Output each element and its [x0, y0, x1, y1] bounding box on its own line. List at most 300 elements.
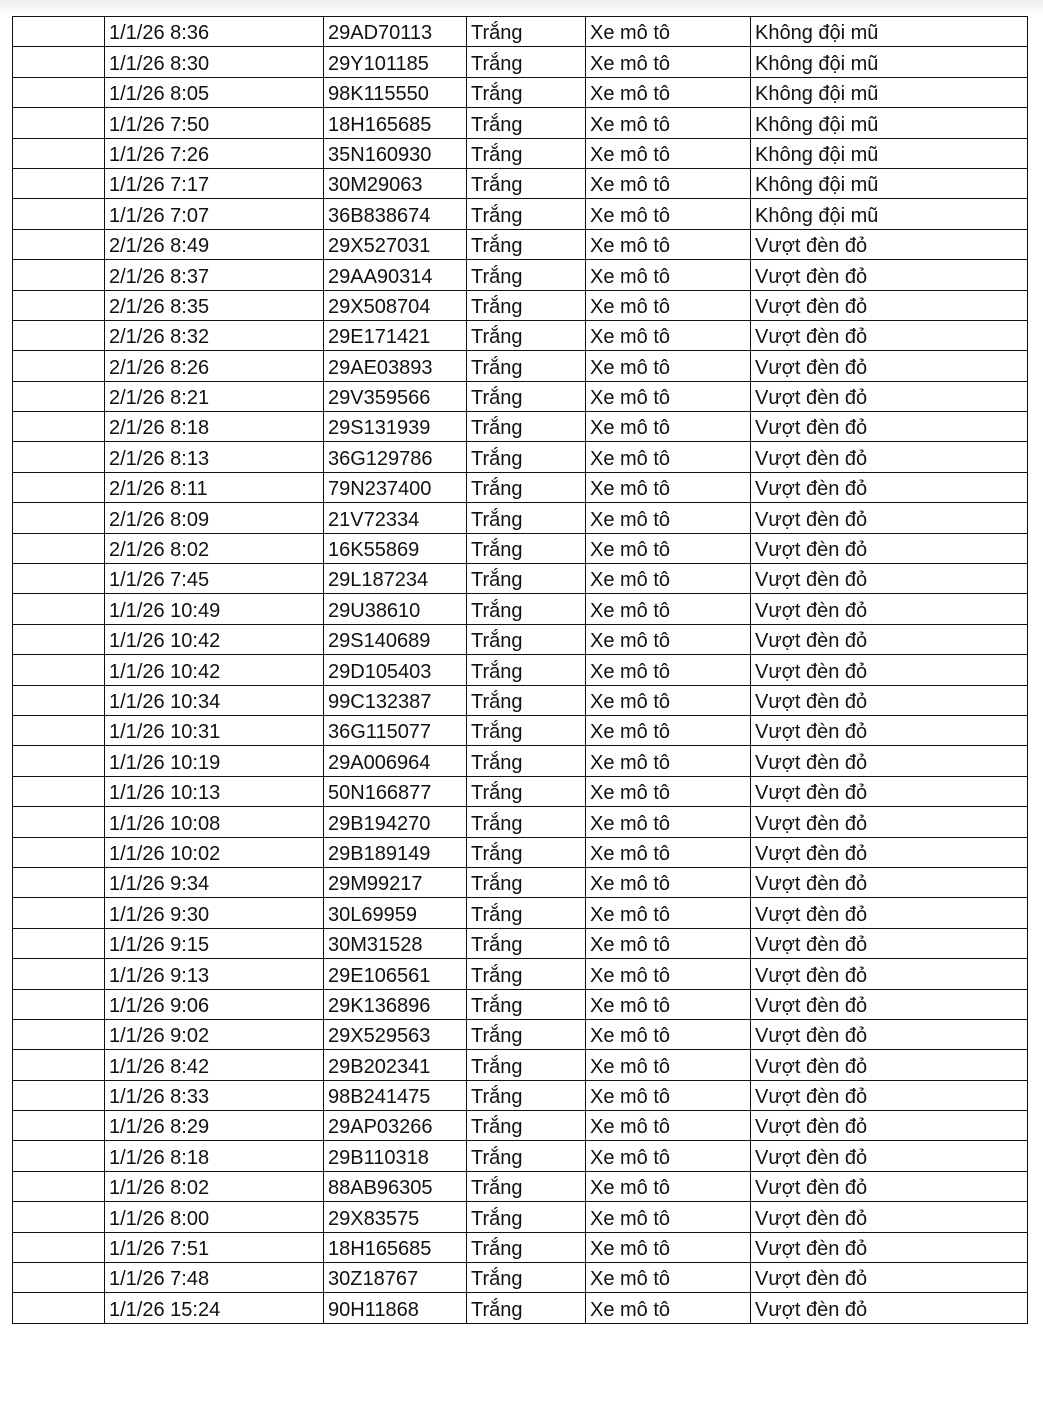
cell-no [13, 503, 105, 533]
cell-plate: 29M99217 [324, 867, 467, 897]
cell-vehicle: Xe mô tô [586, 867, 751, 897]
cell-vehicle: Xe mô tô [586, 442, 751, 472]
cell-color: Trắng [467, 17, 586, 47]
cell-plate: 90H11868 [324, 1293, 467, 1323]
cell-vehicle: Xe mô tô [586, 837, 751, 867]
cell-vehicle: Xe mô tô [586, 47, 751, 77]
cell-plate: 29B194270 [324, 807, 467, 837]
violations-table-body [13, 17, 1028, 1324]
cell-violation: Vượt đèn đỏ [751, 1141, 1028, 1171]
cell-vehicle: Xe mô tô [586, 351, 751, 381]
cell-plate: 30L69959 [324, 898, 467, 928]
cell-color: Trắng [467, 1171, 586, 1201]
table-row [13, 260, 1028, 290]
cell-violation: Vượt đèn đỏ [751, 837, 1028, 867]
cell-no [13, 168, 105, 198]
cell-time: 1/1/26 10:42 [105, 655, 324, 685]
cell-vehicle: Xe mô tô [586, 503, 751, 533]
cell-no [13, 108, 105, 138]
cell-no [13, 564, 105, 594]
cell-time: 1/1/26 7:48 [105, 1263, 324, 1293]
cell-vehicle: Xe mô tô [586, 746, 751, 776]
table-row [13, 746, 1028, 776]
table-row [13, 715, 1028, 745]
table-row [13, 138, 1028, 168]
cell-color: Trắng [467, 898, 586, 928]
table-row [13, 472, 1028, 502]
cell-plate: 36B838674 [324, 199, 467, 229]
cell-plate: 29Y101185 [324, 47, 467, 77]
cell-violation: Không đội mũ [751, 77, 1028, 107]
cell-time: 1/1/26 10:13 [105, 776, 324, 806]
cell-color: Trắng [467, 837, 586, 867]
table-row [13, 898, 1028, 928]
table-row [13, 1019, 1028, 1049]
cell-no [13, 1202, 105, 1232]
cell-no [13, 776, 105, 806]
cell-color: Trắng [467, 1232, 586, 1262]
cell-no [13, 320, 105, 350]
table-row [13, 1293, 1028, 1323]
cell-time: 1/1/26 8:05 [105, 77, 324, 107]
cell-plate: 29V359566 [324, 381, 467, 411]
cell-plate: 29X508704 [324, 290, 467, 320]
table-row [13, 837, 1028, 867]
table-row [13, 1202, 1028, 1232]
cell-no [13, 290, 105, 320]
cell-violation: Vượt đèn đỏ [751, 1080, 1028, 1110]
cell-violation: Vượt đèn đỏ [751, 1050, 1028, 1080]
cell-time: 1/1/26 9:15 [105, 928, 324, 958]
table-row [13, 412, 1028, 442]
cell-violation: Vượt đèn đỏ [751, 1263, 1028, 1293]
cell-color: Trắng [467, 959, 586, 989]
cell-time: 1/1/26 15:24 [105, 1293, 324, 1323]
cell-no [13, 898, 105, 928]
table-row [13, 1111, 1028, 1141]
cell-plate: 29L187234 [324, 564, 467, 594]
cell-violation: Vượt đèn đỏ [751, 715, 1028, 745]
cell-color: Trắng [467, 260, 586, 290]
cell-violation: Vượt đèn đỏ [751, 1293, 1028, 1323]
page-top-shadow [0, 0, 1043, 16]
cell-color: Trắng [467, 108, 586, 138]
cell-color: Trắng [467, 776, 586, 806]
cell-violation: Vượt đèn đỏ [751, 320, 1028, 350]
cell-vehicle: Xe mô tô [586, 381, 751, 411]
cell-time: 1/1/26 10:31 [105, 715, 324, 745]
cell-time: 2/1/26 8:02 [105, 533, 324, 563]
cell-no [13, 715, 105, 745]
cell-violation: Vượt đèn đỏ [751, 1232, 1028, 1262]
cell-color: Trắng [467, 533, 586, 563]
cell-color: Trắng [467, 1263, 586, 1293]
cell-time: 1/1/26 8:30 [105, 47, 324, 77]
cell-vehicle: Xe mô tô [586, 260, 751, 290]
table-row [13, 594, 1028, 624]
cell-no [13, 77, 105, 107]
cell-vehicle: Xe mô tô [586, 1141, 751, 1171]
cell-color: Trắng [467, 320, 586, 350]
cell-time: 1/1/26 9:02 [105, 1019, 324, 1049]
table-row [13, 168, 1028, 198]
cell-color: Trắng [467, 1080, 586, 1110]
cell-vehicle: Xe mô tô [586, 928, 751, 958]
cell-time: 1/1/26 8:02 [105, 1171, 324, 1201]
cell-time: 1/1/26 9:34 [105, 867, 324, 897]
cell-plate: 29B202341 [324, 1050, 467, 1080]
cell-color: Trắng [467, 381, 586, 411]
cell-color: Trắng [467, 1141, 586, 1171]
table-row [13, 928, 1028, 958]
cell-time: 2/1/26 8:13 [105, 442, 324, 472]
cell-violation: Không đội mũ [751, 17, 1028, 47]
cell-plate: 16K55869 [324, 533, 467, 563]
cell-color: Trắng [467, 351, 586, 381]
cell-time: 1/1/26 7:50 [105, 108, 324, 138]
cell-no [13, 351, 105, 381]
cell-color: Trắng [467, 1202, 586, 1232]
cell-vehicle: Xe mô tô [586, 1202, 751, 1232]
cell-violation: Không đội mũ [751, 199, 1028, 229]
cell-no [13, 837, 105, 867]
cell-plate: 30M29063 [324, 168, 467, 198]
cell-plate: 35N160930 [324, 138, 467, 168]
table-row [13, 199, 1028, 229]
cell-vehicle: Xe mô tô [586, 77, 751, 107]
cell-color: Trắng [467, 168, 586, 198]
cell-no [13, 381, 105, 411]
cell-plate: 29AE03893 [324, 351, 467, 381]
cell-color: Trắng [467, 928, 586, 958]
cell-time: 2/1/26 8:18 [105, 412, 324, 442]
cell-vehicle: Xe mô tô [586, 472, 751, 502]
table-row [13, 47, 1028, 77]
cell-plate: 29AD70113 [324, 17, 467, 47]
table-row [13, 807, 1028, 837]
cell-color: Trắng [467, 715, 586, 745]
cell-plate: 21V72334 [324, 503, 467, 533]
cell-color: Trắng [467, 867, 586, 897]
table-row [13, 229, 1028, 259]
cell-time: 1/1/26 10:34 [105, 685, 324, 715]
cell-violation: Vượt đèn đỏ [751, 1202, 1028, 1232]
cell-time: 1/1/26 8:18 [105, 1141, 324, 1171]
cell-vehicle: Xe mô tô [586, 533, 751, 563]
cell-vehicle: Xe mô tô [586, 624, 751, 654]
cell-violation: Vượt đèn đỏ [751, 381, 1028, 411]
cell-time: 1/1/26 7:51 [105, 1232, 324, 1262]
cell-no [13, 1171, 105, 1201]
cell-time: 1/1/26 9:06 [105, 989, 324, 1019]
cell-vehicle: Xe mô tô [586, 168, 751, 198]
cell-color: Trắng [467, 746, 586, 776]
cell-color: Trắng [467, 1050, 586, 1080]
cell-time: 1/1/26 10:08 [105, 807, 324, 837]
cell-no [13, 1263, 105, 1293]
cell-time: 1/1/26 8:42 [105, 1050, 324, 1080]
cell-plate: 79N237400 [324, 472, 467, 502]
cell-no [13, 1019, 105, 1049]
cell-time: 1/1/26 8:29 [105, 1111, 324, 1141]
cell-time: 2/1/26 8:32 [105, 320, 324, 350]
cell-vehicle: Xe mô tô [586, 1293, 751, 1323]
cell-plate: 98K115550 [324, 77, 467, 107]
cell-vehicle: Xe mô tô [586, 1263, 751, 1293]
cell-time: 1/1/26 7:17 [105, 168, 324, 198]
table-row [13, 1232, 1028, 1262]
cell-violation: Không đội mũ [751, 138, 1028, 168]
cell-color: Trắng [467, 472, 586, 502]
cell-color: Trắng [467, 989, 586, 1019]
table-row [13, 77, 1028, 107]
cell-plate: 18H165685 [324, 108, 467, 138]
cell-time: 2/1/26 8:26 [105, 351, 324, 381]
cell-vehicle: Xe mô tô [586, 715, 751, 745]
cell-no [13, 533, 105, 563]
cell-time: 1/1/26 9:30 [105, 898, 324, 928]
cell-no [13, 624, 105, 654]
cell-time: 1/1/26 7:26 [105, 138, 324, 168]
cell-no [13, 655, 105, 685]
cell-violation: Vượt đèn đỏ [751, 503, 1028, 533]
table-row [13, 533, 1028, 563]
cell-color: Trắng [467, 442, 586, 472]
cell-plate: 29X529563 [324, 1019, 467, 1049]
table-row [13, 989, 1028, 1019]
cell-plate: 29B189149 [324, 837, 467, 867]
cell-vehicle: Xe mô tô [586, 108, 751, 138]
table-row [13, 381, 1028, 411]
cell-color: Trắng [467, 564, 586, 594]
cell-violation: Vượt đèn đỏ [751, 1171, 1028, 1201]
cell-plate: 29S131939 [324, 412, 467, 442]
table-row [13, 1263, 1028, 1293]
table-row [13, 1141, 1028, 1171]
table-row [13, 1050, 1028, 1080]
cell-violation: Vượt đèn đỏ [751, 867, 1028, 897]
cell-no [13, 472, 105, 502]
cell-violation: Vượt đèn đỏ [751, 898, 1028, 928]
cell-plate: 50N166877 [324, 776, 467, 806]
cell-color: Trắng [467, 685, 586, 715]
cell-vehicle: Xe mô tô [586, 1111, 751, 1141]
cell-color: Trắng [467, 624, 586, 654]
cell-color: Trắng [467, 594, 586, 624]
cell-color: Trắng [467, 412, 586, 442]
cell-violation: Vượt đèn đỏ [751, 564, 1028, 594]
cell-no [13, 1293, 105, 1323]
cell-no [13, 442, 105, 472]
cell-vehicle: Xe mô tô [586, 898, 751, 928]
table-row [13, 320, 1028, 350]
cell-time: 1/1/26 8:36 [105, 17, 324, 47]
table-row [13, 442, 1028, 472]
cell-violation: Vượt đèn đỏ [751, 1019, 1028, 1049]
cell-color: Trắng [467, 1293, 586, 1323]
table-row [13, 776, 1028, 806]
cell-vehicle: Xe mô tô [586, 290, 751, 320]
cell-color: Trắng [467, 47, 586, 77]
cell-plate: 29AP03266 [324, 1111, 467, 1141]
cell-no [13, 685, 105, 715]
table-row [13, 564, 1028, 594]
table-row [13, 108, 1028, 138]
cell-no [13, 1141, 105, 1171]
cell-vehicle: Xe mô tô [586, 1171, 751, 1201]
cell-plate: 30M31528 [324, 928, 467, 958]
cell-color: Trắng [467, 503, 586, 533]
cell-violation: Vượt đèn đỏ [751, 624, 1028, 654]
cell-violation: Vượt đèn đỏ [751, 655, 1028, 685]
cell-violation: Vượt đèn đỏ [751, 290, 1028, 320]
cell-no [13, 138, 105, 168]
cell-color: Trắng [467, 290, 586, 320]
cell-violation: Không đội mũ [751, 168, 1028, 198]
cell-color: Trắng [467, 1111, 586, 1141]
cell-vehicle: Xe mô tô [586, 989, 751, 1019]
cell-time: 2/1/26 8:37 [105, 260, 324, 290]
cell-plate: 29E171421 [324, 320, 467, 350]
cell-violation: Vượt đèn đỏ [751, 533, 1028, 563]
table-row [13, 624, 1028, 654]
table-row [13, 959, 1028, 989]
cell-no [13, 1050, 105, 1080]
cell-plate: 99C132387 [324, 685, 467, 715]
cell-violation: Vượt đèn đỏ [751, 594, 1028, 624]
cell-no [13, 959, 105, 989]
cell-violation: Vượt đèn đỏ [751, 412, 1028, 442]
cell-time: 2/1/26 8:35 [105, 290, 324, 320]
table-row [13, 351, 1028, 381]
cell-plate: 29AA90314 [324, 260, 467, 290]
cell-no [13, 260, 105, 290]
cell-vehicle: Xe mô tô [586, 1080, 751, 1110]
cell-vehicle: Xe mô tô [586, 17, 751, 47]
cell-time: 1/1/26 9:13 [105, 959, 324, 989]
cell-plate: 29A006964 [324, 746, 467, 776]
cell-vehicle: Xe mô tô [586, 807, 751, 837]
cell-vehicle: Xe mô tô [586, 564, 751, 594]
cell-color: Trắng [467, 655, 586, 685]
cell-plate: 29B110318 [324, 1141, 467, 1171]
table-row [13, 1080, 1028, 1110]
cell-vehicle: Xe mô tô [586, 1050, 751, 1080]
cell-no [13, 199, 105, 229]
cell-vehicle: Xe mô tô [586, 776, 751, 806]
cell-color: Trắng [467, 199, 586, 229]
cell-plate: 29D105403 [324, 655, 467, 685]
cell-vehicle: Xe mô tô [586, 594, 751, 624]
cell-violation: Vượt đèn đỏ [751, 989, 1028, 1019]
table-row [13, 685, 1028, 715]
cell-violation: Vượt đèn đỏ [751, 351, 1028, 381]
table-row [13, 503, 1028, 533]
cell-vehicle: Xe mô tô [586, 1019, 751, 1049]
cell-time: 1/1/26 10:02 [105, 837, 324, 867]
cell-time: 1/1/26 10:42 [105, 624, 324, 654]
cell-vehicle: Xe mô tô [586, 229, 751, 259]
cell-no [13, 412, 105, 442]
cell-time: 1/1/26 8:33 [105, 1080, 324, 1110]
cell-no [13, 47, 105, 77]
cell-no [13, 1232, 105, 1262]
table-row [13, 290, 1028, 320]
cell-violation: Vượt đèn đỏ [751, 229, 1028, 259]
cell-color: Trắng [467, 229, 586, 259]
cell-no [13, 229, 105, 259]
cell-no [13, 746, 105, 776]
cell-vehicle: Xe mô tô [586, 685, 751, 715]
cell-violation: Vượt đèn đỏ [751, 928, 1028, 958]
table-row [13, 655, 1028, 685]
cell-plate: 30Z18767 [324, 1263, 467, 1293]
cell-color: Trắng [467, 1019, 586, 1049]
cell-vehicle: Xe mô tô [586, 320, 751, 350]
cell-no [13, 867, 105, 897]
cell-violation: Không đội mũ [751, 47, 1028, 77]
cell-color: Trắng [467, 77, 586, 107]
cell-no [13, 928, 105, 958]
table-row [13, 1171, 1028, 1201]
cell-plate: 36G115077 [324, 715, 467, 745]
cell-violation: Vượt đèn đỏ [751, 807, 1028, 837]
cell-no [13, 594, 105, 624]
cell-plate: 98B241475 [324, 1080, 467, 1110]
cell-time: 2/1/26 8:09 [105, 503, 324, 533]
cell-violation: Vượt đèn đỏ [751, 685, 1028, 715]
cell-no [13, 17, 105, 47]
cell-time: 2/1/26 8:21 [105, 381, 324, 411]
cell-time: 1/1/26 8:00 [105, 1202, 324, 1232]
cell-plate: 29K136896 [324, 989, 467, 1019]
cell-vehicle: Xe mô tô [586, 138, 751, 168]
cell-violation: Vượt đèn đỏ [751, 1111, 1028, 1141]
table-row [13, 17, 1028, 47]
cell-vehicle: Xe mô tô [586, 655, 751, 685]
cell-violation: Vượt đèn đỏ [751, 260, 1028, 290]
cell-plate: 29E106561 [324, 959, 467, 989]
cell-violation: Vượt đèn đỏ [751, 776, 1028, 806]
cell-violation: Không đội mũ [751, 108, 1028, 138]
cell-no [13, 989, 105, 1019]
cell-time: 2/1/26 8:49 [105, 229, 324, 259]
cell-vehicle: Xe mô tô [586, 1232, 751, 1262]
cell-time: 1/1/26 7:07 [105, 199, 324, 229]
cell-time: 1/1/26 10:19 [105, 746, 324, 776]
cell-color: Trắng [467, 138, 586, 168]
cell-time: 1/1/26 7:45 [105, 564, 324, 594]
cell-no [13, 807, 105, 837]
cell-plate: 36G129786 [324, 442, 467, 472]
cell-color: Trắng [467, 807, 586, 837]
cell-plate: 18H165685 [324, 1232, 467, 1262]
cell-plate: 29X83575 [324, 1202, 467, 1232]
violations-table [12, 16, 1028, 1324]
cell-plate: 88AB96305 [324, 1171, 467, 1201]
cell-no [13, 1080, 105, 1110]
cell-plate: 29X527031 [324, 229, 467, 259]
cell-violation: Vượt đèn đỏ [751, 442, 1028, 472]
cell-plate: 29S140689 [324, 624, 467, 654]
cell-no [13, 1111, 105, 1141]
table-row [13, 867, 1028, 897]
cell-vehicle: Xe mô tô [586, 412, 751, 442]
cell-time: 2/1/26 8:11 [105, 472, 324, 502]
cell-violation: Vượt đèn đỏ [751, 746, 1028, 776]
cell-violation: Vượt đèn đỏ [751, 959, 1028, 989]
cell-violation: Vượt đèn đỏ [751, 472, 1028, 502]
